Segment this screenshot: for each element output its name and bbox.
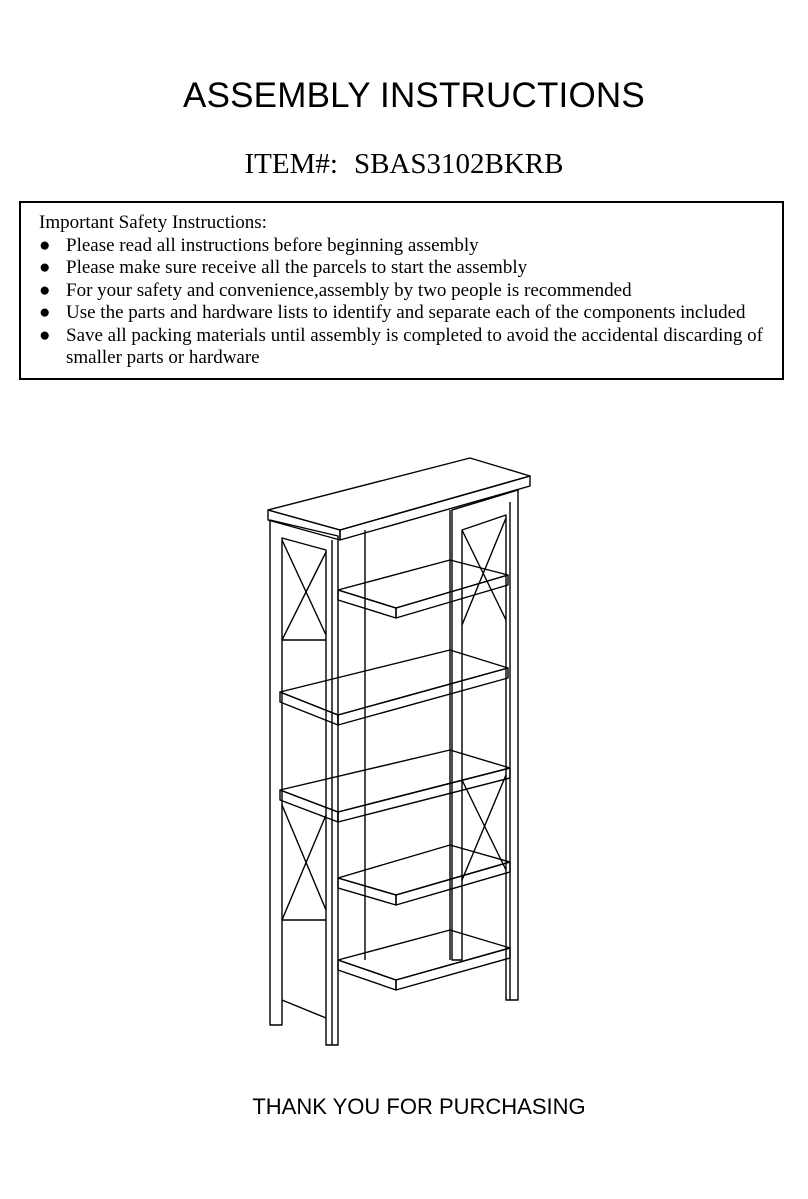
safety-item <box>39 325 782 370</box>
safety-heading: Important Safety Instructions: <box>39 212 267 233</box>
bullet-icon: ● <box>39 257 51 278</box>
safety-item-text: For your safety and convenience,assembly by two people is recommended <box>66 279 632 301</box>
safety-item <box>39 302 782 325</box>
bullet-icon: ● <box>39 279 51 301</box>
bookshelf-illustration <box>240 440 540 1060</box>
safety-list <box>39 235 782 370</box>
item-label: ITEM#: <box>244 148 338 180</box>
page-title: ASSEMBLY INSTRUCTIONS <box>183 76 645 115</box>
bullet-icon: ● <box>39 324 51 346</box>
left-x-brace <box>282 540 326 920</box>
shelf <box>338 845 510 905</box>
item-number-line <box>0 148 808 181</box>
safety-item <box>39 235 782 258</box>
safety-instructions-box <box>19 201 784 380</box>
safety-item-text: Save all packing materials until assembly is completed to avoid the accidental discarding of smaller parts or hardware <box>66 324 763 368</box>
bullet-icon: ● <box>39 302 51 323</box>
safety-item <box>39 280 782 303</box>
safety-item-text: Please make sure receive all the parcels to start the assembly <box>66 257 528 278</box>
item-number: SBAS3102BKRB <box>353 148 564 180</box>
shelf <box>280 650 508 725</box>
bullet-icon: ● <box>39 234 51 256</box>
shelf <box>280 750 510 822</box>
shelf <box>338 930 510 990</box>
safety-item-text: Use the parts and hardware lists to identify and separate each of the components included <box>66 302 746 323</box>
safety-item <box>39 257 782 280</box>
bottom-rail-line <box>282 1000 326 1018</box>
shelf <box>338 560 508 618</box>
safety-item-text: Please read all instructions before beginning assembly <box>66 234 479 256</box>
right-side-frame <box>452 490 518 1000</box>
thank-you-footer: THANK YOU FOR PURCHASING <box>252 1094 586 1119</box>
left-side-frame <box>270 520 338 1045</box>
